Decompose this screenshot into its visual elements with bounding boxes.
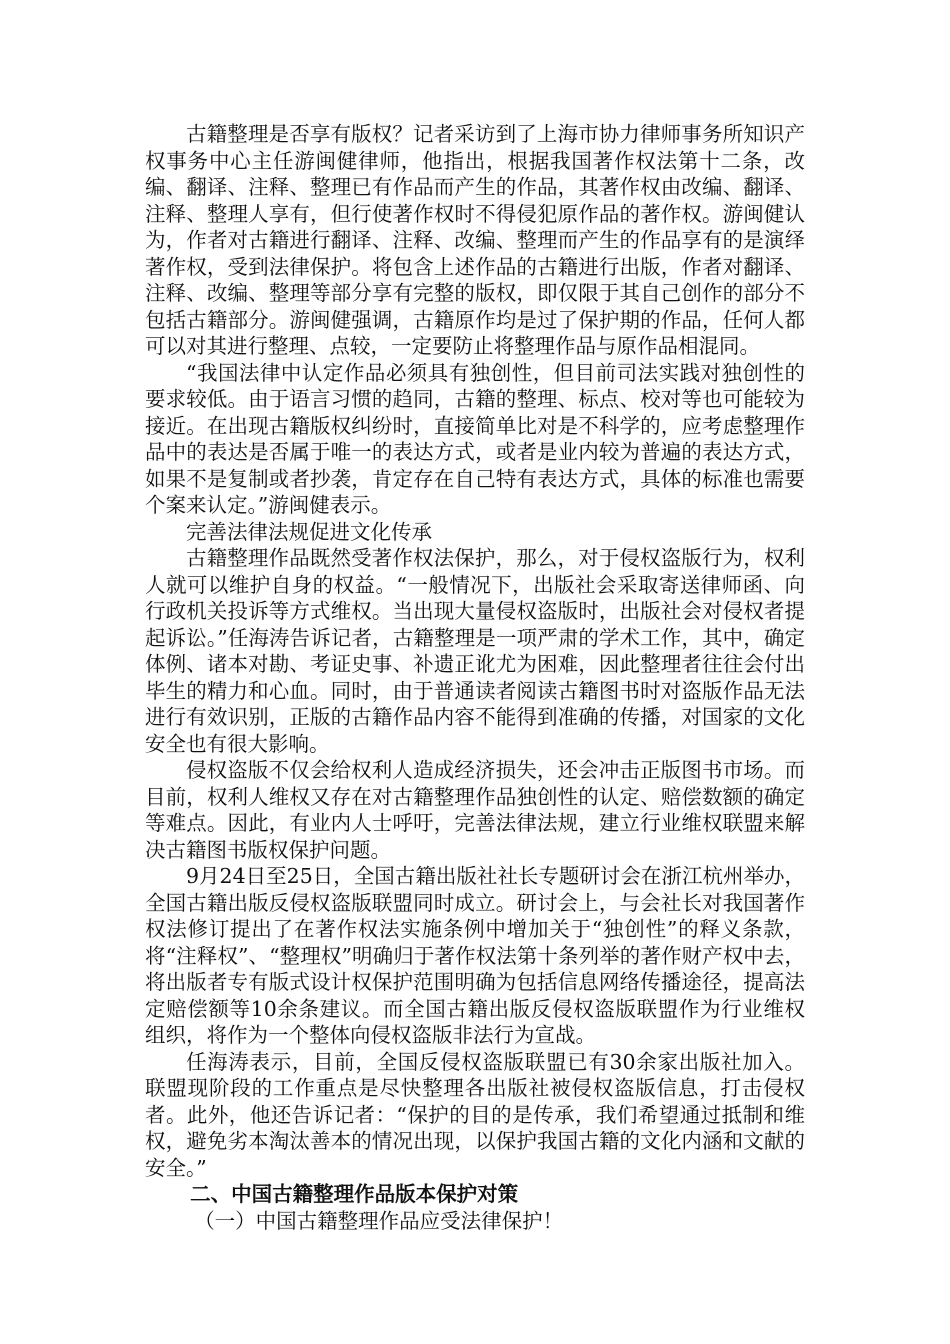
paragraph-copyright-question: 古籍整理是否享有版权？记者采访到了上海市协力律师事务所知识产权事务中心主任游闽健律师，他指出，根据我国著作权法第十二条，改编、翻译、注释、整理已有作品而产生的作品，其著作权由改编、翻译、注释、整理人享有，但行使著作权时不得侵犯原作品的著作权。游闽健认为，作者对古籍进行翻译、注释、改编、整理而产生的作品享有的是演绎著作权，受到法律保护。将包含上述作品的古籍进行出版，作者对翻译、注释、改编、整理等部分享有完整的版权，即仅限于其自己创作的部分不包括古籍部分。游闽健强调，古籍原作均是过了保护期的作品，任何人都可以对其进行整理、点较，一定要防止将整理作品与原作品相混同。: [145, 122, 805, 358]
document-body: [145, 121, 805, 1234]
subheading-improve-laws: 完善法律法规促进文化传承: [186, 519, 432, 544]
paragraph-originality-quote: “我国法律中认定作品必须具有独创性，但目前司法实践对独创性的要求较低。由于语言习惯的趋同，古籍的整理、标点、校对等也可能较为接近。在出现古籍版权纠纷时，直接简单比对是不科学的，应考虑整理作品中的表达是否属于唯一的表达方式，或者是业内较为普遍的表达方式，如果不是复制或者抄袭，肯定存在自己特有表达方式，具体的标准也需要个案来认定。”游闽健表示。: [145, 360, 805, 517]
paragraph-rights-protection: 古籍整理作品既然受著作权法保护，那么，对于侵权盗版行为，权利人就可以维护自身的权益。“一般情况下，出版社会采取寄送律师函、向行政机关投诉等方式维权。当出现大量侵权盗版时，出版社会对侵权者提起诉讼。”任海涛告诉记者，古籍整理是一项严肃的学术工作，其中，确定体例、诸本对勘、考证史事、补遗正讹尤为困难，因此整理者往往会付出毕生的精力和心血。同时，由于普通读者阅读古籍图书时对盗版作品无法进行有效识别，正版的古籍作品内容不能得到准确的传播，对国家的文化安全也有很大影响。: [145, 546, 805, 756]
section-heading: 二、中国古籍整理作品版本保护对策: [190, 1182, 519, 1206]
subsection-heading: （一）中国古籍整理作品应受法律保护！: [194, 1208, 564, 1233]
paragraph-seminar-alliance: 9月24日至25日，全国古籍出版社社长专题研讨会在浙江杭州举办，全国古籍出版反侵权盗版联盟同时成立。研讨会上，与会社长对我国著作权法修订提出了在著作权法实施条例中增加关于“独创性”的释义条款，将“注释权”、“整理权”明确归于著作权法第十条列举的著作财产权中去，将出版者专有版式设计权保护范围明确为包括信息网络传播途径，提高法定赔偿额等10余条建议。而全国古籍出版反侵权盗版联盟作为行业维权组织，将作为一个整体向侵权盗版非法行为宣战。: [145, 864, 805, 1047]
paragraph-piracy-losses: 侵权盗版不仅会给权利人造成经济损失，还会冲击正版图书市场。而目前，权利人维权又存在对古籍整理作品独创性的认定、赔偿数额的确定等难点。因此，有业内人士呼吁，完善法律法规，建立行业维权联盟来解决古籍图书版权保护问题。: [145, 758, 805, 862]
paragraph-alliance-members: 任海涛表示，目前，全国反侵权盗版联盟已有30余家出版社加入。联盟现阶段的工作重点是尽快整理各出版社被侵权盗版信息，打击侵权者。此外，他还告诉记者：“保护的目的是传承，我们希望通过抵制和维权，避免劣本淘汰善本的情况出现，以保护我国古籍的文化内涵和文献的安全。”: [145, 1049, 805, 1180]
